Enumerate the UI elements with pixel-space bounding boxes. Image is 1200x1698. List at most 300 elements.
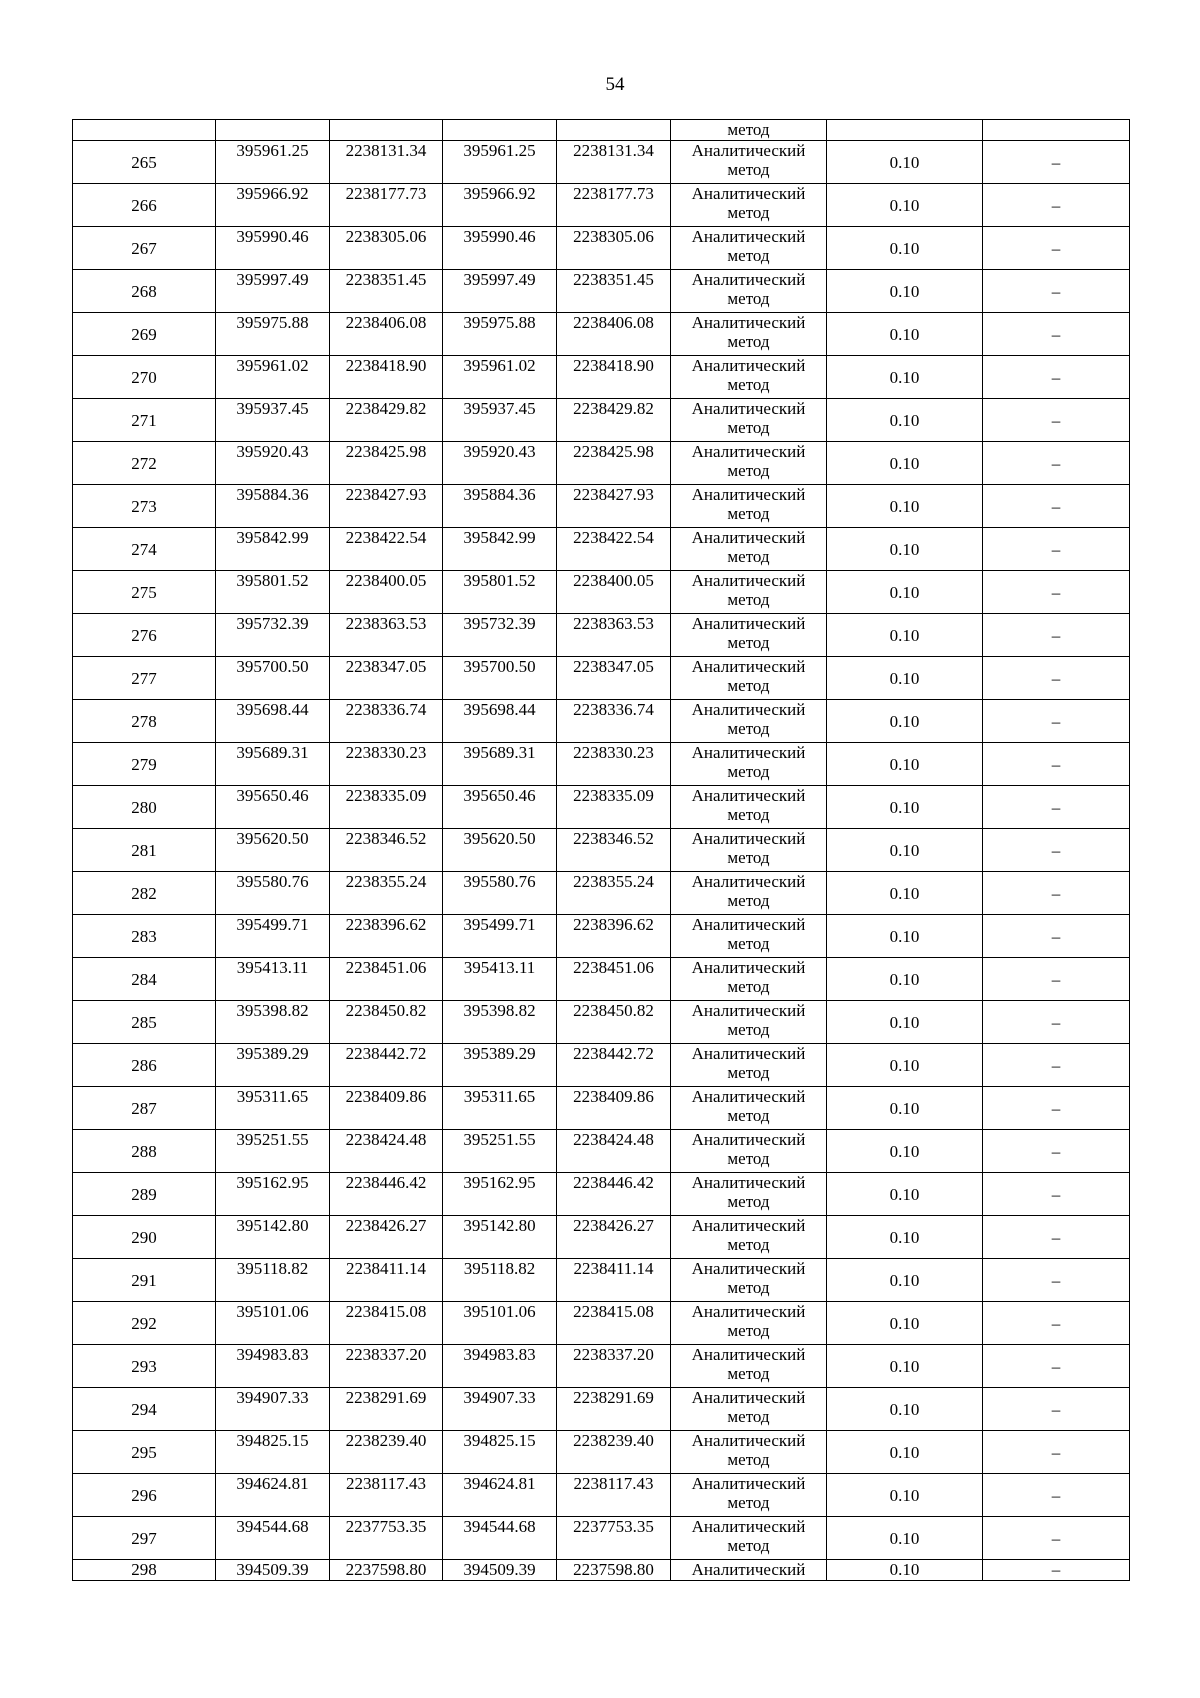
method-line-2: метод [727,418,770,437]
cell-x2: 394509.39 [443,1560,557,1581]
cell-y1: 2238424.48 [330,1130,443,1173]
cell-x1: 394983.83 [216,1345,330,1388]
cell-y1: 2238336.74 [330,700,443,743]
cell-method-tail: метод [671,120,827,141]
cell-accuracy: 0.10 [827,700,983,743]
cell-accuracy: 0.10 [827,1173,983,1216]
cell-x2: 395842.99 [443,528,557,571]
cell-y2: 2238351.45 [557,270,671,313]
cell-note: – [983,571,1130,614]
cell-y1: 2238346.52 [330,829,443,872]
cell-x1: 395975.88 [216,313,330,356]
cell-y1: 2238351.45 [330,270,443,313]
cell-method [671,1044,827,1087]
table-row [73,700,1130,743]
table-row [73,1517,1130,1560]
cell-method: Аналитический [671,1560,827,1581]
cell-x2: 394825.15 [443,1431,557,1474]
cell-y2: 2238337.20 [557,1345,671,1388]
cell-accuracy: 0.10 [827,1560,983,1581]
cell-y1: 2238335.09 [330,786,443,829]
cell-y2: 2238426.27 [557,1216,671,1259]
table-row [73,485,1130,528]
cell-accuracy: 0.10 [827,141,983,184]
cell-y1: 2238363.53 [330,614,443,657]
cell-method [671,442,827,485]
method-line-1: Аналитический [691,614,806,633]
cell-empty [983,120,1130,141]
cell-x2: 395689.31 [443,743,557,786]
cell-accuracy: 0.10 [827,1517,983,1560]
cell-x1: 394544.68 [216,1517,330,1560]
method-line-1: Аналитический [691,184,806,203]
cell-x1: 395580.76 [216,872,330,915]
method-line-1: Аналитический [691,313,806,332]
cell-x2: 395650.46 [443,786,557,829]
cell-x2: 395389.29 [443,1044,557,1087]
cell-x2: 395937.45 [443,399,557,442]
cell-y2: 2238347.05 [557,657,671,700]
cell-y1: 2238291.69 [330,1388,443,1431]
cell-accuracy: 0.10 [827,571,983,614]
cell-x2: 395732.39 [443,614,557,657]
method-line-1: Аналитический [691,1517,806,1536]
cell-y1: 2237598.80 [330,1560,443,1581]
cell-note: – [983,786,1130,829]
cell-method [671,958,827,1001]
cell-point-number: 282 [73,872,216,915]
table-row [73,743,1130,786]
cell-method [671,141,827,184]
cell-x2: 395920.43 [443,442,557,485]
cell-point-number: 267 [73,227,216,270]
cell-y2: 2238415.08 [557,1302,671,1345]
cell-method [671,657,827,700]
method-line-1: Аналитический [691,528,806,547]
cell-note: – [983,657,1130,700]
cell-y2: 2238396.62 [557,915,671,958]
cell-x2: 395101.06 [443,1302,557,1345]
cell-method [671,1517,827,1560]
cell-method [671,1173,827,1216]
cell-method [671,1302,827,1345]
cell-point-number: 273 [73,485,216,528]
cell-y2: 2238335.09 [557,786,671,829]
cell-x1: 395251.55 [216,1130,330,1173]
method-line-1: Аналитический [691,356,806,375]
cell-x1: 395732.39 [216,614,330,657]
cell-x2: 395997.49 [443,270,557,313]
cell-y2: 2238400.05 [557,571,671,614]
method-line-2: метод [727,1450,770,1469]
cell-y1: 2238337.20 [330,1345,443,1388]
cell-point-number: 265 [73,141,216,184]
cell-x1: 395700.50 [216,657,330,700]
coordinates-table [72,119,1130,1581]
cell-method [671,1259,827,1302]
method-line-2: метод [727,332,770,351]
cell-note: – [983,614,1130,657]
cell-accuracy: 0.10 [827,614,983,657]
cell-accuracy: 0.10 [827,399,983,442]
cell-note: – [983,700,1130,743]
cell-x2: 395698.44 [443,700,557,743]
cell-method [671,743,827,786]
cell-note: – [983,1345,1130,1388]
method-line-1: Аналитический [691,1388,806,1407]
cell-y2: 2238409.86 [557,1087,671,1130]
cell-accuracy: 0.10 [827,184,983,227]
cell-note: – [983,1302,1130,1345]
table-row [73,1388,1130,1431]
cell-point-number: 286 [73,1044,216,1087]
cell-x2: 395966.92 [443,184,557,227]
cell-method [671,528,827,571]
cell-method [671,872,827,915]
cell-note: – [983,442,1130,485]
cell-method [671,915,827,958]
cell-point-number: 295 [73,1431,216,1474]
cell-y1: 2238450.82 [330,1001,443,1044]
table-row [73,356,1130,399]
cell-y2: 2238451.06 [557,958,671,1001]
method-line-1: Аналитический [691,442,806,461]
method-line-1: Аналитический [691,700,806,719]
method-line-1: Аналитический [691,743,806,762]
cell-empty [73,120,216,141]
continuation-row [73,120,1130,141]
cell-point-number: 270 [73,356,216,399]
cell-point-number: 274 [73,528,216,571]
cell-x1: 395311.65 [216,1087,330,1130]
table-row [73,1173,1130,1216]
cell-note: – [983,485,1130,528]
cell-y1: 2238451.06 [330,958,443,1001]
table-row [73,184,1130,227]
cell-method [671,270,827,313]
cell-y1: 2238426.27 [330,1216,443,1259]
method-line-1: Аналитический [691,958,806,977]
cell-y1: 2238425.98 [330,442,443,485]
table-row [73,442,1130,485]
cell-method [671,227,827,270]
cell-point-number: 284 [73,958,216,1001]
cell-accuracy: 0.10 [827,1431,983,1474]
cell-y1: 2238177.73 [330,184,443,227]
cell-note: – [983,356,1130,399]
cell-point-number: 278 [73,700,216,743]
method-line-2: метод [727,246,770,265]
method-line-1: Аналитический [691,829,806,848]
cell-accuracy: 0.10 [827,1044,983,1087]
cell-accuracy: 0.10 [827,442,983,485]
cell-note: – [983,184,1130,227]
cell-accuracy: 0.10 [827,528,983,571]
cell-empty [443,120,557,141]
table-row [73,1044,1130,1087]
cell-method [671,184,827,227]
cell-x2: 395975.88 [443,313,557,356]
cell-point-number: 294 [73,1388,216,1431]
cell-y2: 2237753.35 [557,1517,671,1560]
cell-point-number: 290 [73,1216,216,1259]
cell-accuracy: 0.10 [827,1388,983,1431]
table-row [73,614,1130,657]
method-line-1: Аналитический [691,141,806,160]
cell-accuracy: 0.10 [827,356,983,399]
cell-x1: 394624.81 [216,1474,330,1517]
cell-y1: 2238117.43 [330,1474,443,1517]
method-line-1: Аналитический [691,1259,806,1278]
cell-y2: 2238450.82 [557,1001,671,1044]
method-line-2: метод [727,977,770,996]
cell-x2: 395142.80 [443,1216,557,1259]
cell-note: – [983,141,1130,184]
method-line-2: метод [727,848,770,867]
cell-x2: 395884.36 [443,485,557,528]
method-line-2: метод [727,547,770,566]
method-line-1: Аналитический [691,915,806,934]
cell-method [671,1345,827,1388]
method-line-2: метод [727,461,770,480]
cell-x1: 395162.95 [216,1173,330,1216]
cell-x1: 395961.02 [216,356,330,399]
cell-note: – [983,743,1130,786]
cell-y1: 2238330.23 [330,743,443,786]
cell-y2: 2238117.43 [557,1474,671,1517]
cell-y1: 2238409.86 [330,1087,443,1130]
cell-y2: 2238442.72 [557,1044,671,1087]
table-row [73,657,1130,700]
method-line-1: Аналитический [691,227,806,246]
cell-accuracy: 0.10 [827,485,983,528]
method-line-2: метод [727,160,770,179]
cell-note: – [983,1259,1130,1302]
cell-y1: 2238400.05 [330,571,443,614]
cell-empty [216,120,330,141]
cell-y1: 2238239.40 [330,1431,443,1474]
cell-method [671,1087,827,1130]
cell-point-number: 291 [73,1259,216,1302]
cell-x1: 395937.45 [216,399,330,442]
cell-note: – [983,1560,1130,1581]
cell-method [671,700,827,743]
method-line-1: Аналитический [691,1087,806,1106]
cell-y2: 2237598.80 [557,1560,671,1581]
cell-point-number: 280 [73,786,216,829]
table-row [73,571,1130,614]
method-line-2: метод [727,1364,770,1383]
cell-x2: 395251.55 [443,1130,557,1173]
cell-point-number: 283 [73,915,216,958]
cell-method [671,1431,827,1474]
cell-x2: 395801.52 [443,571,557,614]
cell-x2: 395990.46 [443,227,557,270]
table-row [73,1302,1130,1345]
table-row [73,1130,1130,1173]
cell-y2: 2238177.73 [557,184,671,227]
cell-y2: 2238424.48 [557,1130,671,1173]
cell-y1: 2238305.06 [330,227,443,270]
cell-y1: 2238406.08 [330,313,443,356]
method-line-2: метод [727,1106,770,1125]
cell-x1: 395650.46 [216,786,330,829]
cell-note: – [983,1474,1130,1517]
method-line-1: Аналитический [691,1001,806,1020]
cell-x2: 395620.50 [443,829,557,872]
cell-point-number: 297 [73,1517,216,1560]
table-row [73,270,1130,313]
method-line-2: метод [727,891,770,910]
cell-point-number: 266 [73,184,216,227]
cell-x1: 395398.82 [216,1001,330,1044]
cell-x1: 395997.49 [216,270,330,313]
method-line-2: метод [727,1493,770,1512]
cell-note: – [983,829,1130,872]
cell-y2: 2238411.14 [557,1259,671,1302]
method-line-2: метод [727,1063,770,1082]
cell-note: – [983,1431,1130,1474]
table-row [73,1259,1130,1302]
cell-y1: 2238442.72 [330,1044,443,1087]
cell-note: – [983,872,1130,915]
cell-x1: 394509.39 [216,1560,330,1581]
cell-note: – [983,227,1130,270]
table-row [73,829,1130,872]
table-row-last [73,1560,1130,1581]
cell-x2: 394983.83 [443,1345,557,1388]
cell-accuracy: 0.10 [827,1216,983,1259]
cell-y1: 2238411.14 [330,1259,443,1302]
cell-method [671,1474,827,1517]
cell-x1: 395389.29 [216,1044,330,1087]
cell-y2: 2238429.82 [557,399,671,442]
cell-note: – [983,313,1130,356]
cell-y2: 2238330.23 [557,743,671,786]
cell-point-number: 287 [73,1087,216,1130]
cell-x2: 395580.76 [443,872,557,915]
cell-y2: 2238425.98 [557,442,671,485]
cell-accuracy: 0.10 [827,313,983,356]
method-line-2: метод [727,1192,770,1211]
method-line-1: Аналитический [691,270,806,289]
cell-point-number: 276 [73,614,216,657]
method-line-1: Аналитический [691,1130,806,1149]
method-line-2: метод [727,1235,770,1254]
cell-y2: 2238427.93 [557,485,671,528]
cell-point-number: 269 [73,313,216,356]
cell-y2: 2238305.06 [557,227,671,270]
method-line-1: Аналитический [691,399,806,418]
cell-note: – [983,1044,1130,1087]
cell-x1: 395801.52 [216,571,330,614]
table-row [73,1087,1130,1130]
cell-point-number: 288 [73,1130,216,1173]
cell-y1: 2238347.05 [330,657,443,700]
cell-method [671,614,827,657]
table-row [73,141,1130,184]
cell-y1: 2238427.93 [330,485,443,528]
cell-x2: 395961.25 [443,141,557,184]
method-line-2: метод [727,805,770,824]
method-line-1: Аналитический [691,485,806,504]
cell-method [671,1130,827,1173]
cell-x1: 394825.15 [216,1431,330,1474]
cell-point-number: 298 [73,1560,216,1581]
cell-method [671,399,827,442]
cell-x1: 395499.71 [216,915,330,958]
cell-method [671,313,827,356]
cell-point-number: 272 [73,442,216,485]
cell-method [671,786,827,829]
cell-y2: 2238291.69 [557,1388,671,1431]
cell-method [671,485,827,528]
method-line-2: метод [727,1536,770,1555]
cell-note: – [983,1388,1130,1431]
cell-x2: 395961.02 [443,356,557,399]
cell-note: – [983,270,1130,313]
cell-y2: 2238422.54 [557,528,671,571]
table-row [73,915,1130,958]
table-row [73,227,1130,270]
cell-empty [330,120,443,141]
page-number: 54 [605,74,625,95]
method-line-1: Аналитический [691,1044,806,1063]
cell-method [671,1388,827,1431]
cell-accuracy: 0.10 [827,657,983,700]
cell-accuracy: 0.10 [827,1474,983,1517]
cell-accuracy: 0.10 [827,1259,983,1302]
cell-point-number: 292 [73,1302,216,1345]
cell-y1: 2238446.42 [330,1173,443,1216]
cell-accuracy: 0.10 [827,829,983,872]
cell-note: – [983,1001,1130,1044]
cell-x1: 395620.50 [216,829,330,872]
cell-method [671,1216,827,1259]
cell-x2: 394624.81 [443,1474,557,1517]
method-line-1: Аналитический [691,1474,806,1493]
table-row [73,1345,1130,1388]
cell-note: – [983,1173,1130,1216]
cell-accuracy: 0.10 [827,958,983,1001]
method-line-1: Аналитический [691,1302,806,1321]
cell-point-number: 285 [73,1001,216,1044]
method-line-2: метод [727,633,770,652]
method-line-1: Аналитический [691,657,806,676]
cell-x1: 395990.46 [216,227,330,270]
cell-y2: 2238239.40 [557,1431,671,1474]
cell-note: – [983,1517,1130,1560]
cell-y2: 2238418.90 [557,356,671,399]
cell-x1: 395842.99 [216,528,330,571]
cell-x1: 395118.82 [216,1259,330,1302]
cell-y1: 2238422.54 [330,528,443,571]
cell-accuracy: 0.10 [827,270,983,313]
cell-x1: 394907.33 [216,1388,330,1431]
method-line-2: метод [727,1321,770,1340]
cell-point-number: 289 [73,1173,216,1216]
cell-note: – [983,1130,1130,1173]
cell-y1: 2238418.90 [330,356,443,399]
cell-accuracy: 0.10 [827,227,983,270]
cell-x1: 395966.92 [216,184,330,227]
cell-y1: 2238396.62 [330,915,443,958]
cell-y2: 2238336.74 [557,700,671,743]
cell-y1: 2238415.08 [330,1302,443,1345]
cell-accuracy: 0.10 [827,872,983,915]
cell-note: – [983,1087,1130,1130]
table-row [73,313,1130,356]
